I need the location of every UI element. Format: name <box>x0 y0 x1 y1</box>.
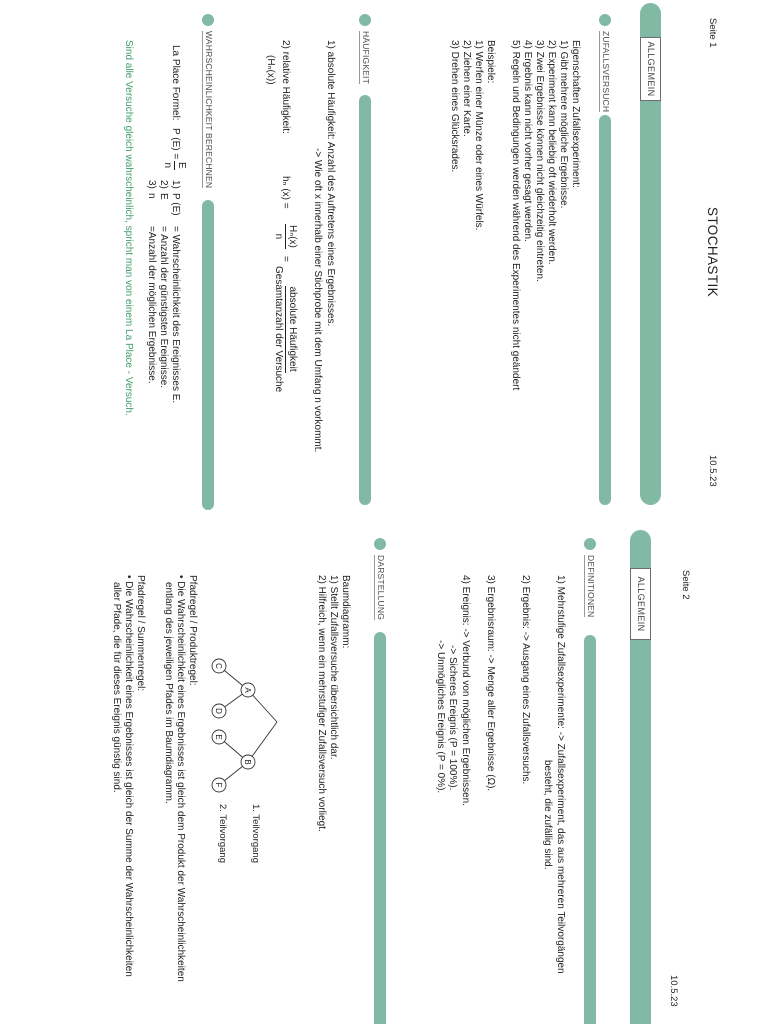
laplace-fraction <box>161 161 188 170</box>
legend-description: =Anzahl der möglichen Ergebnisse. <box>146 226 157 384</box>
relative-frequency-label: 2) relative Häufigkeit: <box>280 40 291 134</box>
fraction-denominator: n <box>273 233 284 240</box>
subsection-heading: HÄUFIGKEIT <box>361 31 371 85</box>
definition-item: 1) Mehrstufige Zufallsexperimente: -> Zufallsexperiment, das aus mehreren Teilvorgängen <box>555 575 566 974</box>
absolute-frequency: 1) absolute Häufigkeit: Anzahl des Auftretens eines Ergebnisses. <box>325 40 336 327</box>
legend-symbol: E <box>158 193 169 200</box>
heading-bar <box>202 200 214 510</box>
fraction-numerator: absolute Häufigkeit <box>287 286 298 372</box>
page-number: Seite 2 <box>680 570 691 600</box>
heading-bar <box>359 95 371 505</box>
tree-node-label: A <box>243 687 252 693</box>
heading-bar <box>599 115 611 505</box>
tree-node-label: F <box>214 782 223 788</box>
properties-title: Eigenschaften Zufallsexperiment: <box>570 40 581 188</box>
sum-rule-text: • Die Wahrscheinlichkeit eines Ergebnisses ist gleich der Summe der Wahrscheinlichkeiten <box>123 575 134 977</box>
definition-item: 4) Ereignis: -> Verbund von möglichen Ergebnissen. <box>460 575 471 806</box>
list-item: 2) Experiment kann beliebig oft wiederholt werden. <box>546 40 557 265</box>
heading-dot <box>359 14 371 26</box>
laplace-label: La Place Formel: <box>170 45 181 121</box>
tree-node-label: B <box>243 759 252 765</box>
tree-diagram <box>208 640 290 800</box>
page-date: 10.5.23 <box>707 455 718 487</box>
relative-frequency-word-fraction <box>272 266 299 392</box>
sum-rule-text: aller Pfade, die für dieses Ereignis günstig sind. <box>111 582 122 793</box>
section-title: ALLGEMEIN <box>630 568 651 640</box>
subsection-heading: DEFINITIONEN <box>586 555 596 618</box>
tree-level-label: 1. Teilvorgang <box>250 804 261 863</box>
legend-number: 3) <box>146 180 157 189</box>
legend-symbol: P (E) <box>170 193 181 216</box>
section-title: ALLGEMEIN <box>640 37 661 101</box>
laplace-conclusion: Sind alle Versuche gleich wahrscheinlich, spricht man von einem La Place - Versuch. <box>123 40 134 416</box>
page-date: 10.5.23 <box>668 975 679 1007</box>
formula-lhs: hₙ (x) = <box>280 176 291 209</box>
legend-symbol: n <box>146 193 157 199</box>
absolute-frequency-note: -> Wie oft x innerhalb einer Stichprobe mit dem Umfang n vorkommt. <box>312 148 323 453</box>
list-item: 1) Gibt mehrere mögliche Ergebnisse. <box>558 40 569 209</box>
subsection-heading: DARSTELLUNG <box>376 555 386 621</box>
fraction-numerator: E <box>176 162 187 169</box>
definition-continuation: besteht, die zufällig sind. <box>542 760 553 870</box>
definition-subitem: -> Sicheres Ereignis (P = 100%). <box>447 645 458 791</box>
list-item: 3) Drehen eines Glücksrades. <box>449 40 460 173</box>
legend-number: 2) <box>158 180 169 189</box>
equals-sign: = <box>280 256 291 262</box>
examples-title: Beispiele: <box>485 40 496 84</box>
subsection-heading: WAHRSCHEINLICHKEIT BERECHNEN <box>204 31 214 189</box>
tree-diagram-title: Baumdiagramm: <box>340 575 351 649</box>
list-item: 2) Hilfreich, wenn ein mehrstufiger Zufallsversuch vorliegt. <box>316 575 327 832</box>
definition-item: 2) Ergebnis: -> Ausgang eines Zufallsversuchs. <box>520 575 531 785</box>
product-rule-title: Pfadregel / Produktregel: <box>187 575 198 686</box>
list-item: 1) Stellt Zufallsversuche übersichtlich dar. <box>328 575 339 760</box>
list-item: 3) Zwei Ergebnisse können nicht gleichzeitig eintreten. <box>534 40 545 282</box>
legend-description: = Wahrscheinlichkeit des Ereignisses E. <box>170 226 181 404</box>
sum-rule-title: Pfadregel / Summenregel: <box>135 575 146 692</box>
tree-node-label: D <box>214 708 223 714</box>
fraction-denominator: n <box>162 162 173 169</box>
formula-lhs: P (E) = <box>170 128 181 160</box>
heading-dot <box>584 538 596 550</box>
definition-item: 3) Ergebnisraum: -> Menge aller Ergebnisse (Ω). <box>485 575 496 792</box>
tree-node-label: E <box>214 734 223 740</box>
document-title: STOCHASTIK <box>705 207 720 298</box>
absolute-frequency-symbol: (Hₙ(x)) <box>265 55 276 85</box>
list-item: 2) Ziehen einer Karte. <box>461 40 472 137</box>
heading-dot <box>202 14 214 26</box>
heading-bar <box>584 635 596 1024</box>
list-item: 4) Ergebnis kann nicht vorher gesagt werden. <box>522 40 533 242</box>
product-rule-text: • Die Wahrscheinlichkeit eines Ergebnisses ist gleich dem Produkt der Wahrscheinlichkeiten <box>175 575 186 982</box>
subsection-heading: ZUFALLSVERSUCH <box>601 31 611 113</box>
tree-node-label: C <box>214 663 223 669</box>
heading-dot <box>599 14 611 26</box>
page-number: Seite 1 <box>707 18 718 48</box>
heading-bar <box>374 632 386 1024</box>
legend-number: 1) <box>170 180 181 189</box>
list-item: 5) Regeln und Bedingungen werden während des Experimentes nicht geändert <box>510 40 521 391</box>
definition-subitem: -> Unmögliches Ereignis (P = 0%). <box>435 640 446 794</box>
fraction-denominator: Gesamtanzahl der Versuche <box>273 266 284 393</box>
heading-dot <box>374 538 386 550</box>
fraction-numerator: Hₙ(x) <box>287 225 298 248</box>
tree-level-label: 2. Teilvorgang <box>217 804 228 863</box>
product-rule-text: entlang des jeweiligen Pfades im Baumdiagramm. <box>163 582 174 804</box>
list-item: 1) Werfen einer Münze oder eines Würfels. <box>473 40 484 231</box>
relative-frequency-fraction <box>272 224 299 249</box>
legend-description: = Anzahl der günstigsten Ereignisse. <box>158 226 169 389</box>
